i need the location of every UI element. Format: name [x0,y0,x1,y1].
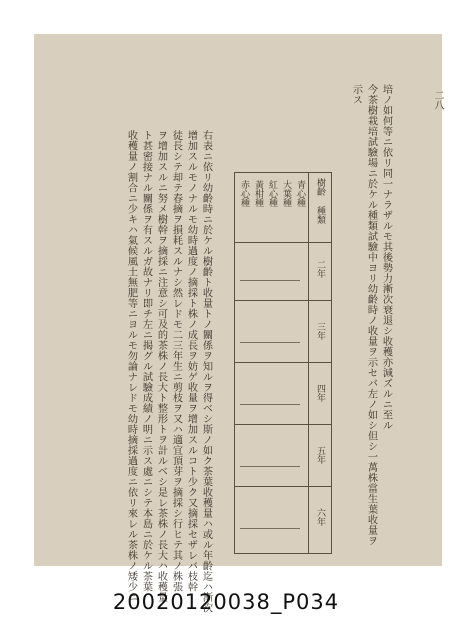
text-column: 今茶樹栽培試驗場ニ於ケル種類試驗中ヨリ幼齡時ノ收量ヲ示セバ左ノ如シ但シ一萬株當生葉收量ヲ [365,84,377,546]
year-header: 五年 [315,446,325,464]
text-column: 右表ニ依リ幼齡時ニ於ケル樹齡ト收量トノ關係ヲ知ルヲ得ベシ斯ノ如ク茶葉收穫量ハ或ル年齡迄ハ漸次 [200,130,212,613]
text-column: 培ノ如何等ニ依リ同一ナラザルモ其後勢力漸次衰退シ收穫亦減ズルニ至ル [380,84,392,431]
page-number: 二八 [432,90,443,110]
row-label: 黃柑種 [253,180,263,207]
table-corner-top: 樹齡 [315,178,325,196]
text-column: 徒長シテ却テ春摘ヲ損耗スルナシ然レドモ二三年生ニ剪枝ヲ又ハ適宜頂芽ヲ摘採シ行ヒテ其ノ株張 [170,130,182,592]
value-mark [240,466,300,467]
value-mark [240,342,300,343]
year-header: 二年 [315,260,325,278]
row-label: 紅心種 [267,180,277,207]
year-header: 四年 [315,384,325,402]
year-header: 六年 [315,508,325,526]
image-caption: 20020120038_P034 [112,590,340,614]
value-mark [240,404,300,405]
yield-table [234,172,332,554]
text-column: 增加スルモノナルモ幼時過度ノ摘採ト株ノ成長ヲ妨ゲ收量ヲ增加スルコト少ク又摘採セザレバ枝幹 [185,130,197,592]
value-mark [240,528,300,529]
text-column: 收穫量ノ割合ニ少キハ氣候風土無肥等ニヨルモ勿論ナレドモ幼時摘採過度ニ依リ來レル茶株ノ矮少ニ [125,130,137,603]
text-column: ト甚密接ナル關係ヲ有スルガ故ナリ即チ左ニ揭グル試驗成績ノ明ニ示ス處ニシテ本島ニ於ケル茶葉 [140,130,152,592]
year-header: 三年 [315,322,325,340]
text-column: 示ス [350,84,362,105]
table-corner-bottom: 種類 [315,206,325,224]
row-label: 青心種 [295,180,305,207]
text-column: ヲ增加スルニ努メ樹幹ヲ摘採ニ注意シ可及的茶株ノ長大ト整形トヲ計ルベシ是レ茶株ノ長大ハ收穫量 [155,130,167,603]
row-label: 赤心種 [239,180,249,207]
row-label: 大葉種 [281,180,291,207]
value-mark [240,280,300,281]
